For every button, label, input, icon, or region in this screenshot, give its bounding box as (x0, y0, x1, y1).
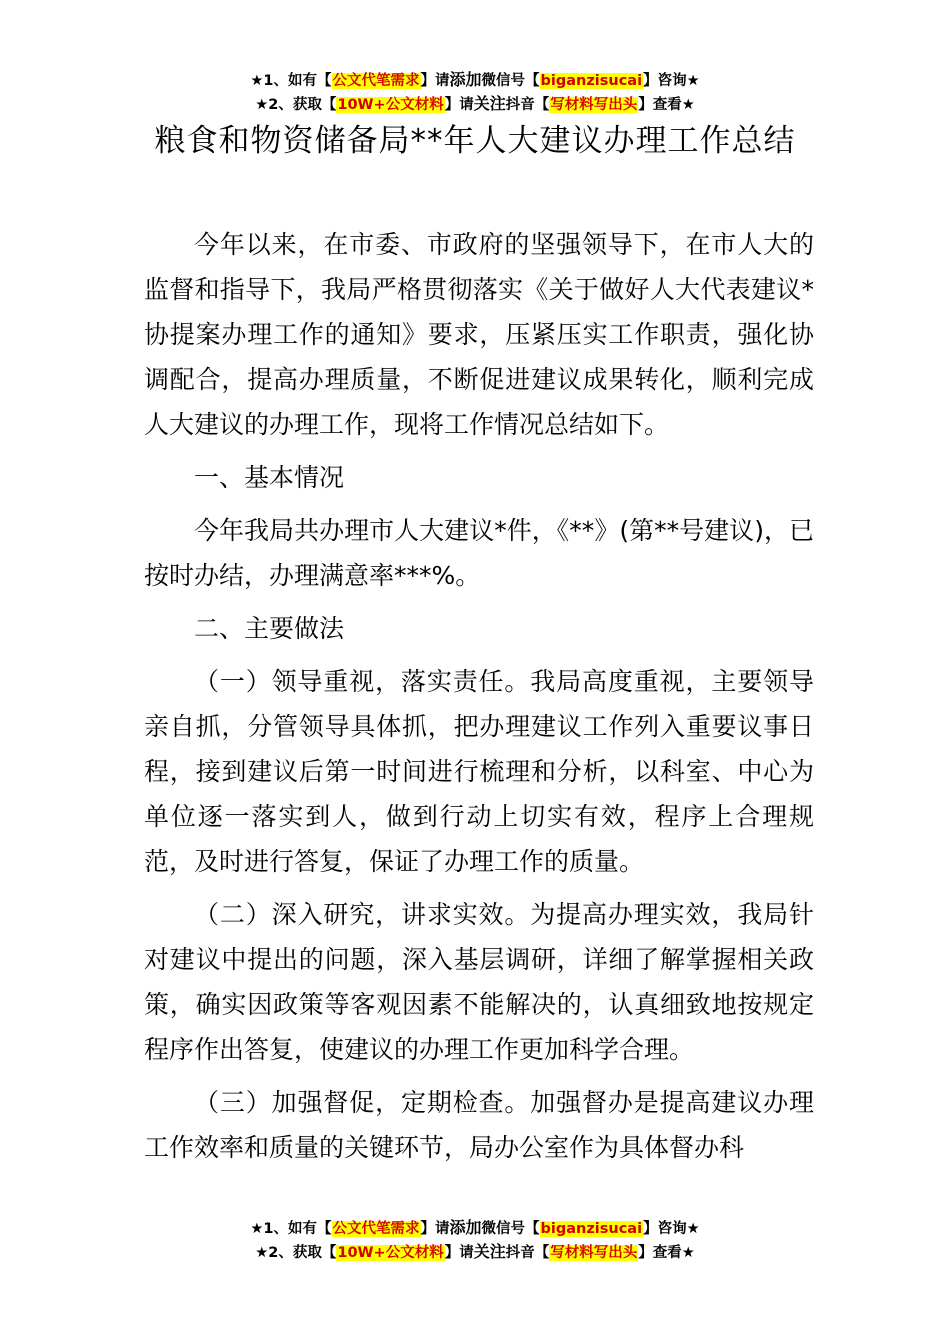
banner-text: 】请 (444, 1245, 474, 1261)
banner-highlight: 公文代笔需求 (332, 73, 420, 89)
banner-text: ★1、如有【 (250, 73, 332, 89)
banner-highlight: 公文代笔需求 (332, 1221, 420, 1237)
banner-text: 】请 (444, 97, 474, 113)
banner-text: 微信号【 (481, 73, 540, 89)
header-banner (0, 68, 950, 116)
paragraph-intro: 今年以来，在市委、市政府的坚强领导下，在市人大的监督和指导下，我局严格贯彻落实《关于做好人大代表建议*协提案办理工作的通知》要求，压紧压实工作职责，强化协调配合，提高办理质量，不断促进建议成果转化，顺利完成人大建议的办理工作，现将工作情况总结如下。 (144, 230, 814, 439)
banner-text: 微信号【 (481, 1221, 540, 1237)
banner-highlight: 写材料写出头 (550, 1245, 638, 1261)
banner-text: 抖音【 (505, 1245, 550, 1261)
banner-text: 抖音【 (505, 97, 550, 113)
paragraph-method-1: （一）领导重视，落实责任。我局高度重视，主要领导亲自抓，分管领导具体抓，把办理建议工作列入重要议事日程，接到建议后第一时间进行梳理和分析，以科室、中心为单位逐一落实到人，做到行动上切实有效，程序上合理规范，及时进行答复，保证了办理工作的质量。 (144, 667, 814, 876)
banner-text: 添加 (449, 1218, 482, 1237)
banner-text: 】查看★ (638, 97, 695, 113)
banner-text: ★2、获取【 (255, 97, 337, 113)
banner-text: 】查看★ (638, 1245, 695, 1261)
banner-highlight: 写材料写出头 (550, 97, 638, 113)
paragraph-method-3: （三）加强督促，定期检查。加强督办是提高建议办理工作效率和质量的关键环节，局办公室作为具体督办科 (144, 1088, 814, 1162)
banner-text: 】咨询★ (643, 1221, 700, 1237)
banner-text: 关注 (473, 94, 506, 113)
banner-highlight: 10W+公文材料 (337, 97, 444, 113)
banner-text: ★2、获取【 (255, 1245, 337, 1261)
section-heading-methods: 二、主要做法 (194, 614, 345, 643)
banner-line-2 (0, 92, 950, 116)
banner-line-2 (0, 1240, 950, 1264)
banner-text: 添加 (449, 70, 482, 89)
document-title: 粮食和物资储备局**年人大建议办理工作总结 (154, 123, 796, 159)
footer-banner (0, 1216, 950, 1264)
banner-text: 】咨询★ (643, 73, 700, 89)
paragraph-method-2: （二）深入研究，讲求实效。为提高办理实效，我局针对建议中提出的问题，深入基层调研，详细了解掌握相关政策，确实因政策等客观因素不能解决的，认真细致地按规定程序作出答复，使建议的办理工作更加科学合理。 (144, 900, 814, 1064)
banner-text: 关注 (473, 1242, 506, 1261)
section-heading-basic: 一、基本情况 (194, 463, 345, 492)
banner-text: 】请 (420, 73, 450, 89)
paragraph-basic: 今年我局共办理市人大建议*件，《**》(第**号建议)，已按时办结，办理满意率***%。 (144, 516, 814, 590)
document-body (144, 222, 814, 1178)
banner-highlight: biganzisucai (540, 73, 643, 89)
banner-highlight: 10W+公文材料 (337, 1245, 444, 1261)
banner-text: ★1、如有【 (250, 1221, 332, 1237)
banner-text: 】请 (420, 1221, 450, 1237)
banner-highlight: biganzisucai (540, 1221, 643, 1237)
banner-line-1 (0, 68, 950, 92)
banner-line-1 (0, 1216, 950, 1240)
